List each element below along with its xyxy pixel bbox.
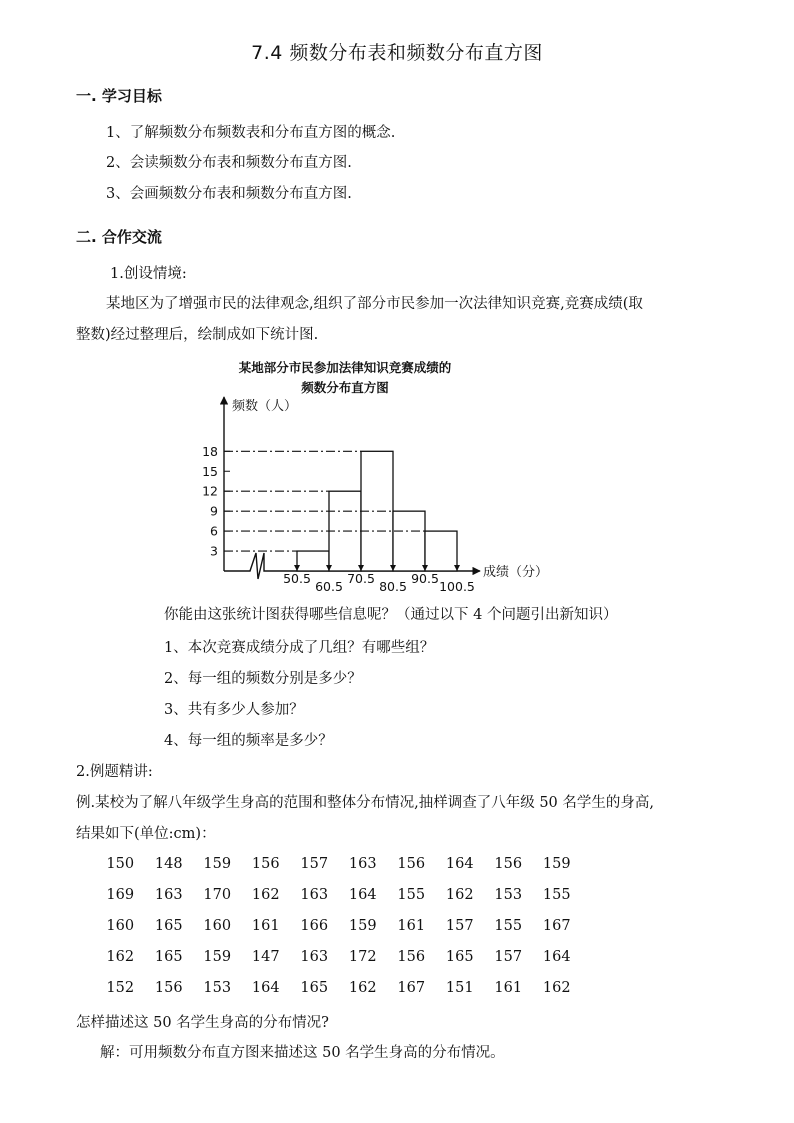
table-cell: 156: [397, 855, 426, 872]
table-cell: 165: [445, 949, 474, 966]
y-axis-label: 频数（人）: [232, 399, 298, 414]
table-cell: 157: [494, 949, 523, 966]
y-tick-label: 6: [210, 523, 218, 539]
table-cell: 162: [106, 949, 135, 966]
objective-item: 1、了解频数分布频数表和分布直方图的概念.: [106, 125, 396, 141]
table-cell: 161: [494, 980, 523, 997]
histogram-chart: [200, 355, 590, 605]
table-cell: 166: [300, 917, 329, 934]
table-row: [96, 879, 581, 910]
question-item: 2、每一组的频数分别是多少？: [164, 671, 362, 687]
x-axis-label: 成绩（分）: [483, 565, 549, 580]
table-cell: 160: [106, 917, 135, 934]
table-cell: 156: [251, 855, 280, 872]
chart-title-line1: 某地部分市民参加法律知识竞赛成绩的: [238, 360, 452, 375]
table-cell: 159: [203, 949, 232, 966]
table-cell: 153: [494, 886, 523, 903]
table-cell: 169: [106, 886, 135, 903]
table-cell: 163: [154, 886, 183, 903]
histogram-bar: [393, 511, 425, 571]
table-cell: 159: [348, 917, 377, 934]
x-tick-label: 50.5: [283, 571, 311, 586]
table-cell: 164: [251, 980, 280, 997]
table-cell: 156: [494, 855, 523, 872]
section-heading-cooperation: 二. 合作交流: [76, 228, 162, 246]
table-cell: 160: [203, 917, 232, 934]
subheading-scenario: 1.创设情境:: [110, 266, 187, 282]
table-cell: 165: [154, 917, 183, 934]
objective-item: 2、会读频数分布表和频数分布直方图.: [106, 155, 352, 171]
page-title: 7.4 频数分布表和频数分布直方图: [251, 42, 543, 64]
height-data-table: [96, 848, 581, 1004]
table-cell: 147: [251, 949, 280, 966]
table-cell: 151: [445, 980, 474, 997]
x-tick-label: 100.5: [439, 579, 475, 594]
table-cell: 167: [542, 917, 571, 934]
example-heading: 2.例题精讲:: [76, 764, 153, 780]
table-cell: 162: [251, 886, 280, 903]
table-cell: 161: [251, 917, 280, 934]
table-cell: 170: [203, 886, 232, 903]
table-cell: 155: [542, 886, 571, 903]
x-tick-label: 70.5: [347, 571, 375, 586]
question-item: 3、共有多少人参加？: [164, 702, 304, 718]
example-text-line: 结果如下(单位:cm)：: [76, 826, 216, 842]
table-cell: 172: [348, 949, 377, 966]
section-heading-objectives: 一. 学习目标: [76, 87, 162, 105]
example-text-line: 例.某校为了解八年级学生身高的范围和整体分布情况,抽样调查了八年级 50 名学生的身高,: [76, 795, 654, 811]
histogram-svg: [200, 355, 590, 605]
table-cell: 159: [203, 855, 232, 872]
table-cell: 148: [154, 855, 183, 872]
y-tick-label: 18: [202, 443, 218, 459]
y-tick-label: 12: [202, 483, 218, 499]
table-cell: 157: [300, 855, 329, 872]
x-tick-label: 80.5: [379, 579, 407, 594]
table-cell: 162: [542, 980, 571, 997]
table-row: [96, 973, 581, 1004]
table-row: [96, 910, 581, 941]
chart-title-line2: 频数分布直方图: [301, 380, 389, 395]
table-row: [96, 848, 581, 879]
table-cell: 162: [445, 886, 474, 903]
table-cell: 164: [445, 855, 474, 872]
y-tick-label: 15: [202, 463, 218, 479]
table-cell: 167: [397, 980, 426, 997]
table-cell: 159: [542, 855, 571, 872]
example-answer: 解：可用频数分布直方图来描述这 50 名学生身高的分布情况。: [100, 1045, 505, 1061]
table-cell: 150: [106, 855, 135, 872]
x-tick-label: 90.5: [411, 571, 439, 586]
table-cell: 165: [154, 949, 183, 966]
question-item: 4、每一组的频率是多少？: [164, 733, 333, 749]
table-cell: 156: [397, 949, 426, 966]
example-question: 怎样描述这 50 名学生身高的分布情况?: [76, 1015, 329, 1031]
table-cell: 161: [397, 917, 426, 934]
table-cell: 153: [203, 980, 232, 997]
y-tick-label: 9: [210, 503, 218, 519]
paragraph-line: 某地区为了增强市民的法律观念,组织了部分市民参加一次法律知识竞赛,竞赛成绩(取: [106, 296, 643, 312]
table-cell: 165: [300, 980, 329, 997]
table-cell: 157: [445, 917, 474, 934]
table-cell: 155: [494, 917, 523, 934]
x-tick-label: 60.5: [315, 579, 343, 594]
table-cell: 164: [348, 886, 377, 903]
question-item: 1、本次竞赛成绩分成了几组？有哪些组？: [164, 640, 435, 656]
table-cell: 155: [397, 886, 426, 903]
paragraph-line: 整数)经过整理后，绘制成如下统计图.: [76, 327, 319, 343]
table-cell: 163: [300, 886, 329, 903]
objective-item: 3、会画频数分布表和频数分布直方图.: [106, 186, 352, 202]
histogram-bar: [425, 531, 457, 571]
questions-intro: 你能由这张统计图获得哪些信息呢？（通过以下 4 个问题引出新知识）: [164, 607, 618, 623]
y-tick-label: 3: [210, 543, 218, 559]
table-cell: 156: [154, 980, 183, 997]
histogram-bar: [297, 551, 329, 571]
table-row: [96, 942, 581, 973]
table-cell: 164: [542, 949, 571, 966]
table-cell: 163: [300, 949, 329, 966]
table-cell: 152: [106, 980, 135, 997]
table-cell: 163: [348, 855, 377, 872]
table-cell: 162: [348, 980, 377, 997]
